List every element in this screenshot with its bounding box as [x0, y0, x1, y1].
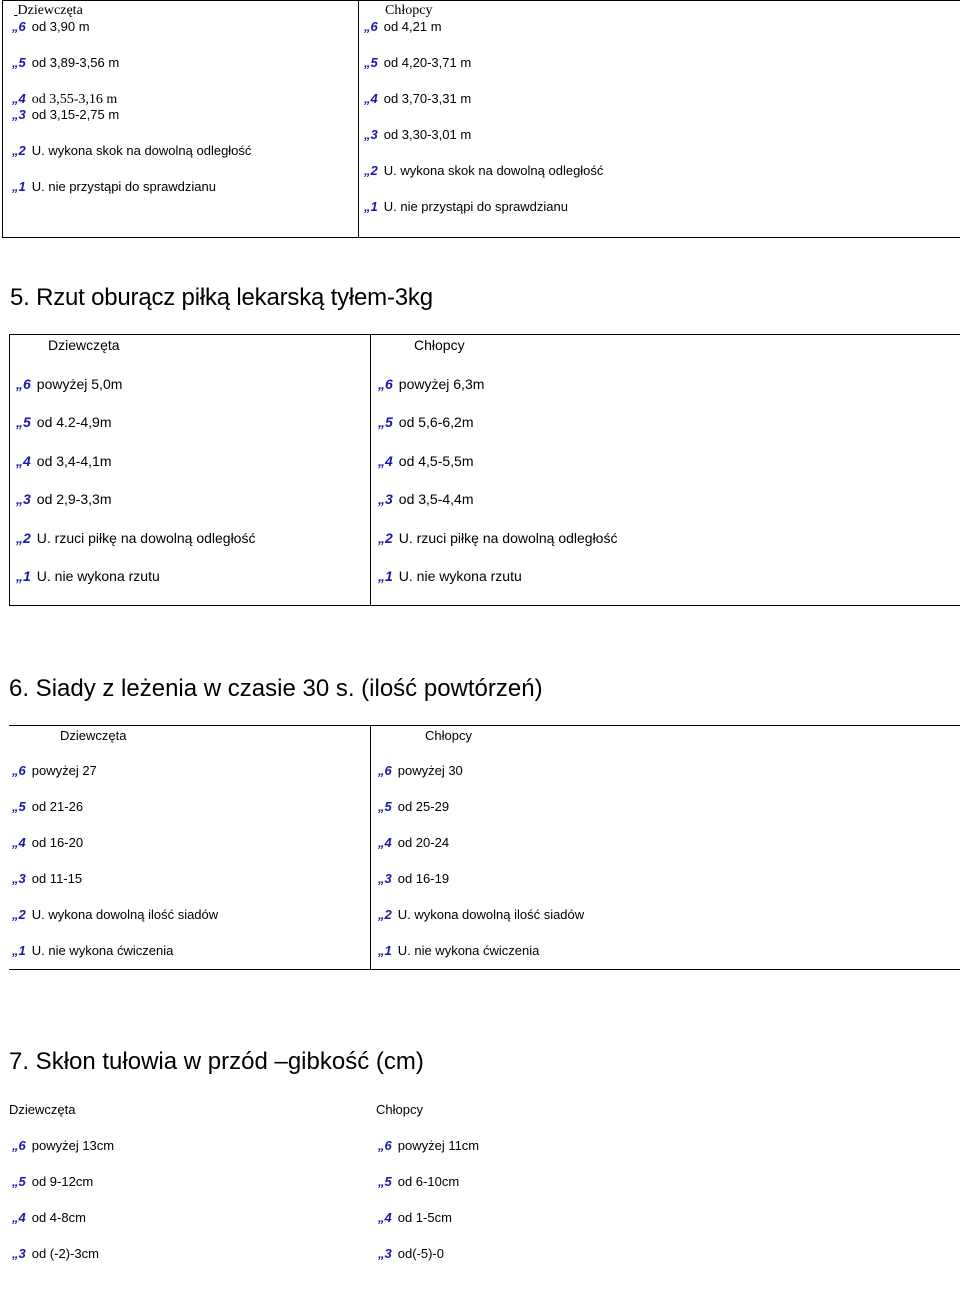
row-text: od 3,4-4,1m [36, 453, 112, 469]
row-text: od 25-29 [397, 799, 450, 814]
grade-label: „6 [378, 376, 393, 392]
grade-label: „5 [16, 414, 31, 430]
section6-title: 6. Siady z leżenia w czasie 30 s. (ilość powtórzeń) [9, 675, 543, 702]
section7-boys-row [378, 1210, 452, 1226]
grade-label: „4 [378, 835, 392, 850]
row-text: od 3,15-2,75 m [31, 107, 120, 122]
section4-boys-row [364, 55, 471, 71]
row-text: od 3,70-3,31 m [383, 91, 472, 106]
row-text: U. nie wykona rzutu [398, 568, 522, 584]
grade-label: „5 [12, 799, 26, 814]
grade-label: „6 [12, 763, 26, 778]
section7-boys-row [378, 1138, 479, 1154]
row-text: od 4,5-5,5m [398, 453, 474, 469]
section4-girls-row [12, 179, 216, 195]
section4-boys-row [364, 19, 442, 35]
grade-label: „6 [12, 19, 26, 34]
row-text: U. nie wykona ćwiczenia [397, 943, 540, 958]
section5-boys-row [378, 376, 484, 392]
section6-boys-row [378, 835, 449, 851]
grade-label: „3 [16, 491, 31, 507]
row-text: od (-2)-3cm [31, 1246, 99, 1261]
grade-label: „3 [12, 871, 26, 886]
section7-girls-row [12, 1138, 114, 1154]
row-text: powyżej 6,3m [398, 376, 485, 392]
row-text: od 1-5cm [397, 1210, 452, 1225]
section6-boys-row [378, 943, 539, 959]
grade-label: „1 [16, 568, 31, 584]
grade-label: „1 [378, 568, 393, 584]
section4-girls-header [14, 3, 83, 19]
section4-boys-row [364, 127, 471, 143]
grade-label: „3 [364, 127, 378, 142]
grade-label: „3 [12, 107, 26, 122]
row-text: U. wykona dowolną ilość siadów [31, 907, 219, 922]
grade-label: „5 [378, 799, 392, 814]
grade-label: „2 [378, 907, 392, 922]
section6-boys-row [378, 799, 449, 815]
grade-label: „2 [364, 163, 378, 178]
grade-label: „6 [364, 19, 378, 34]
grade-label: „1 [12, 943, 26, 958]
section5-girls-row [16, 376, 122, 392]
grade-label: „3 [378, 1246, 392, 1261]
grade-label: „4 [378, 1210, 392, 1225]
section6-girls-header: Dziewczęta [60, 728, 127, 743]
grade-label: „4 [16, 453, 31, 469]
row-text: U. wykona dowolną ilość siadów [397, 907, 585, 922]
row-text: U. rzuci piłkę na dowolną odległość [398, 530, 618, 546]
section6-girls-row [12, 907, 218, 923]
grade-label: „5 [12, 55, 26, 70]
row-text: od 4,21 m [383, 19, 442, 34]
row-text: od 5,6-6,2m [398, 414, 474, 430]
grade-label: „5 [12, 1174, 26, 1189]
row-text: od 2,9-3,3m [36, 491, 112, 507]
grade-label: „3 [12, 1246, 26, 1261]
section6-boys-row [378, 763, 463, 779]
row-text: od 6-10cm [397, 1174, 460, 1189]
row-text: od 4-8cm [31, 1210, 86, 1225]
section7-girls-row [12, 1246, 99, 1262]
section7-boys-row [378, 1246, 444, 1262]
section6-boys-row [378, 907, 584, 923]
section5-boys-row [378, 568, 522, 584]
grade-label: „1 [378, 943, 392, 958]
grade-label: „3 [378, 871, 392, 886]
row-text: U. nie przystąpi do sprawdzianu [31, 179, 216, 194]
grade-label: „6 [378, 763, 392, 778]
section7-title: 7. Skłon tułowia w przód –gibkość (cm) [9, 1048, 424, 1075]
row-text: od 4.2-4,9m [36, 414, 112, 430]
section6-girls-row [12, 943, 173, 959]
grade-label: „4 [378, 453, 393, 469]
row-text: od 3,30-3,01 m [383, 127, 472, 142]
row-text: od 3,5-4,4m [398, 491, 474, 507]
section5-girls-row [16, 453, 112, 469]
grade-label: „5 [378, 1174, 392, 1189]
grade-label: „1 [12, 179, 26, 194]
row-text: od 16-20 [31, 835, 84, 850]
section4-boys-header: Chłopcy [385, 3, 433, 18]
grade-label: „4 [364, 91, 378, 106]
section6-column-divider [370, 725, 371, 970]
grade-label: „6 [16, 376, 31, 392]
section5-girls-row [16, 414, 112, 430]
section6-boys-header: Chłopcy [425, 728, 472, 743]
section5-boys-row [378, 453, 474, 469]
row-text: U. rzuci piłkę na dowolną odległość [36, 530, 256, 546]
row-text: od 3,89-3,56 m [31, 55, 120, 70]
section6-table [9, 725, 960, 970]
grade-label: „6 [12, 1138, 26, 1153]
row-text: powyżej 11cm [397, 1138, 480, 1153]
section6-girls-row [12, 763, 97, 779]
row-text: U. nie wykona rzutu [36, 568, 160, 584]
row-text: U. nie wykona ćwiczenia [31, 943, 174, 958]
section5-girls-header: Dziewczęta [48, 337, 120, 353]
row-text: od(-5)-0 [397, 1246, 444, 1261]
grade-label: „2 [378, 530, 393, 546]
row-text: od 11-15 [31, 871, 83, 886]
grade-label: „5 [378, 414, 393, 430]
section6-girls-row [12, 871, 82, 887]
row-text: powyżej 27 [31, 763, 97, 778]
section6-boys-row [378, 871, 449, 887]
section4-girls-row [12, 19, 90, 35]
grade-label: „2 [12, 143, 26, 158]
row-text: od 9-12cm [31, 1174, 94, 1189]
section4-girls-row [12, 107, 119, 123]
section7-boys-row [378, 1174, 459, 1190]
section4-girls-row [12, 143, 251, 159]
grade-label: „1 [364, 199, 378, 214]
row-text: U. wykona skok na dowolną odległość [383, 163, 604, 178]
section7-boys-header: Chłopcy [376, 1102, 423, 1117]
section5-boys-header: Chłopcy [414, 337, 465, 353]
row-text: U. wykona skok na dowolną odległość [31, 143, 252, 158]
grade-label: „2 [12, 907, 26, 922]
section7-girls-header: Dziewczęta [9, 1102, 76, 1117]
section5-girls-row [16, 491, 112, 507]
grade-label: „6 [378, 1138, 392, 1153]
section7-girls-row [12, 1210, 86, 1226]
row-text: powyżej 5,0m [36, 376, 123, 392]
section5-boys-row [378, 530, 617, 546]
row-text: U. nie przystąpi do sprawdzianu [383, 199, 568, 214]
grade-label: „3 [378, 491, 393, 507]
row-text: od 21-26 [31, 799, 84, 814]
section5-girls-row [16, 568, 160, 584]
grade-label: „5 [364, 55, 378, 70]
row-text: powyżej 30 [397, 763, 463, 778]
section5-title: 5. Rzut oburącz piłką lekarską tyłem-3kg [10, 284, 433, 311]
row-text: od 3,90 m [31, 19, 90, 34]
section7-girls-row [12, 1174, 93, 1190]
grade-label: „4 [12, 835, 26, 850]
section4-boys-row [364, 163, 603, 179]
section4-boys-row [364, 199, 568, 215]
row-text: powyżej 13cm [31, 1138, 115, 1153]
section4-girls-row [12, 91, 117, 108]
section4-girls-row [12, 55, 119, 71]
section5-column-divider [370, 334, 371, 606]
section5-boys-row [378, 491, 474, 507]
row-text: od 16-19 [397, 871, 450, 886]
row-text: od 4,20-3,71 m [383, 55, 472, 70]
section5-table [9, 334, 960, 606]
section6-girls-row [12, 835, 83, 851]
row-text: od 3,55-3,16 m [31, 92, 118, 107]
grade-label: „2 [16, 530, 31, 546]
grade-label: „4 [12, 91, 26, 106]
section5-boys-row [378, 414, 474, 430]
section4-column-divider [358, 0, 359, 238]
section4-girls-header-text: Dziewczęta [17, 3, 83, 18]
section5-girls-row [16, 530, 255, 546]
section6-girls-row [12, 799, 83, 815]
grade-label: „4 [12, 1210, 26, 1225]
row-text: od 20-24 [397, 835, 450, 850]
section4-boys-row [364, 91, 471, 107]
